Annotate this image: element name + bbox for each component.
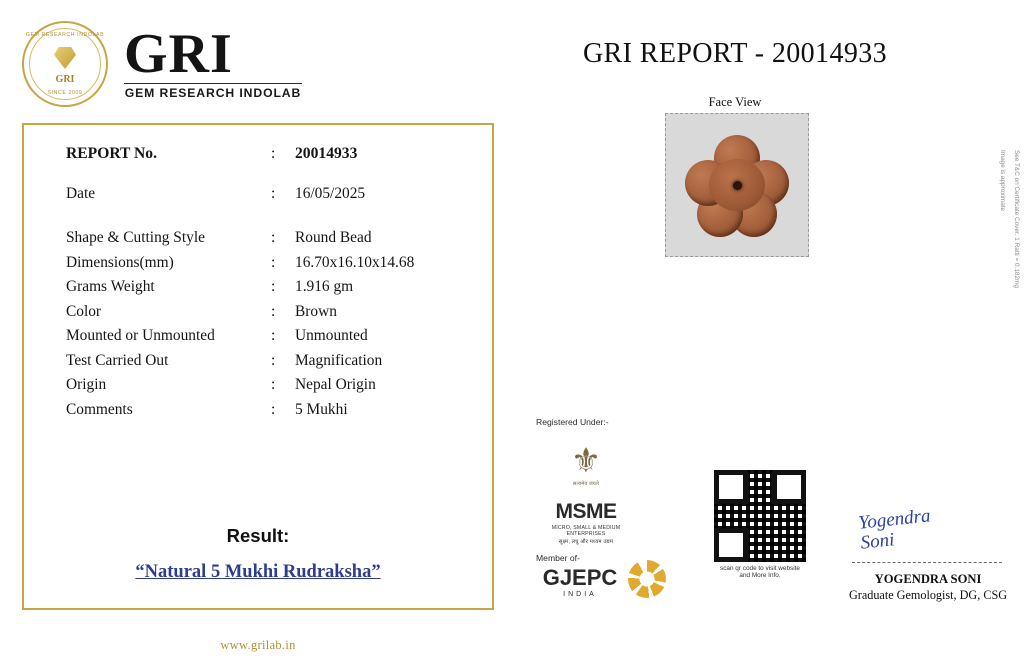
detail-value: 20014933 xyxy=(295,145,358,162)
detail-separator: : xyxy=(271,229,276,246)
emblem-art: ⚜ xyxy=(570,443,602,480)
detail-row-comments xyxy=(66,401,476,419)
logo-subtitle: GEM RESEARCH INDOLAB xyxy=(124,83,302,100)
msme-wordmark: MSME xyxy=(555,500,617,523)
qr-code-block[interactable] xyxy=(714,470,814,579)
detail-value: 5 Mukhi xyxy=(295,400,348,418)
qr-code-icon[interactable] xyxy=(714,470,806,562)
detail-value: Nepal Origin xyxy=(295,376,376,393)
gri-seal-logo xyxy=(22,21,108,107)
detail-key: Shape & Cutting Style xyxy=(66,229,205,246)
website-footer[interactable]: www.grilab.in xyxy=(220,638,296,652)
detail-separator: : xyxy=(271,302,276,320)
logo-block xyxy=(124,23,302,100)
member-of-label: Member of- xyxy=(536,553,580,563)
detail-row-date xyxy=(66,185,476,203)
seal-initials: GRI xyxy=(55,74,75,85)
detail-key: Mounted or Unmounted xyxy=(66,327,215,344)
detail-value: Unmounted xyxy=(295,327,368,344)
registered-under-label: Registered Under:- xyxy=(536,417,609,427)
face-view-image xyxy=(665,113,809,257)
gjepc-logo xyxy=(534,565,626,598)
detail-value: Magnification xyxy=(295,351,383,369)
detail-separator: : xyxy=(271,351,276,369)
detail-separator: : xyxy=(271,145,276,162)
logo-wordmark: GRI xyxy=(124,23,233,86)
signature-script-line2: Soni xyxy=(859,529,896,554)
detail-value: Round Bead xyxy=(295,229,372,246)
detail-separator: : xyxy=(271,327,276,344)
seal-bottom-text: SINCE 2009 xyxy=(47,90,83,96)
detail-value: 16.70x16.10x14.68 xyxy=(295,253,415,271)
detail-row-test xyxy=(66,352,476,370)
detail-key: Test Carried Out xyxy=(66,351,169,369)
signatory-name: YOGENDRA SONI xyxy=(874,572,982,586)
result-label: Result: xyxy=(226,525,290,546)
detail-row-origin xyxy=(66,376,476,394)
brand-header xyxy=(22,18,322,110)
signature-mark xyxy=(858,502,973,565)
detail-separator: : xyxy=(271,376,276,393)
msme-logo xyxy=(536,500,636,545)
detail-value: Brown xyxy=(295,302,337,320)
gjepc-wordmark: GJEPC xyxy=(542,565,618,590)
detail-row-weight xyxy=(66,278,476,296)
seal-top-text: GEM RESEARCH INDOLAB xyxy=(25,32,105,38)
report-details-list xyxy=(66,145,476,425)
face-view-label: Face View xyxy=(708,95,762,109)
detail-key: Grams Weight xyxy=(66,278,155,295)
detail-key: REPORT No. xyxy=(66,145,158,162)
detail-row-dimensions xyxy=(66,254,476,272)
detail-separator: : xyxy=(271,253,276,271)
detail-key: Date xyxy=(66,185,96,202)
bead-hole xyxy=(733,181,742,190)
qr-caption-line2: and More Info. xyxy=(739,572,781,579)
detail-value: 16/05/2025 xyxy=(295,185,366,202)
india-emblem-icon xyxy=(566,443,606,497)
msme-subtitle-hi: सूक्ष्म, लघु और मध्यम उद्यम xyxy=(558,539,614,545)
rudraksha-bead-illustration xyxy=(685,135,789,235)
detail-key: Comments xyxy=(66,400,133,418)
gjepc-emblem-icon xyxy=(628,560,666,598)
detail-row-report-no xyxy=(66,145,476,163)
msme-subtitle-en: MICRO, SMALL & MEDIUM ENTERPRISES xyxy=(551,525,621,537)
report-details-panel xyxy=(22,123,494,610)
qr-caption-line1: scan qr code to visit website xyxy=(720,565,800,572)
gjepc-subtitle: INDIA xyxy=(563,591,597,598)
signature-line xyxy=(852,562,1002,563)
detail-row-mounted xyxy=(66,327,476,345)
detail-separator: : xyxy=(271,400,276,418)
detail-row-shape xyxy=(66,229,476,247)
side-note-terms: See T&C on Certificate Cover. 1 Ratti = 0.182mg xyxy=(1013,150,1020,288)
result-value: “Natural 5 Mukhi Rudraksha” xyxy=(135,562,381,582)
detail-separator: : xyxy=(271,185,276,202)
detail-value: 1.916 gm xyxy=(295,278,354,295)
detail-key: Dimensions(mm) xyxy=(66,253,174,271)
emblem-caption: सत्यमेव जयते xyxy=(572,481,600,487)
detail-row-color xyxy=(66,303,476,321)
detail-key: Origin xyxy=(66,376,107,393)
page-title: GRI REPORT - 20014933 xyxy=(582,38,888,69)
detail-key: Color xyxy=(66,302,102,320)
detail-separator: : xyxy=(271,278,276,295)
signatory-title: Graduate Gemologist, DG, CSG xyxy=(848,588,1008,602)
side-note-image-approx: Image is approximate xyxy=(999,150,1006,212)
signature-script-line1: Yogendra xyxy=(857,505,932,534)
